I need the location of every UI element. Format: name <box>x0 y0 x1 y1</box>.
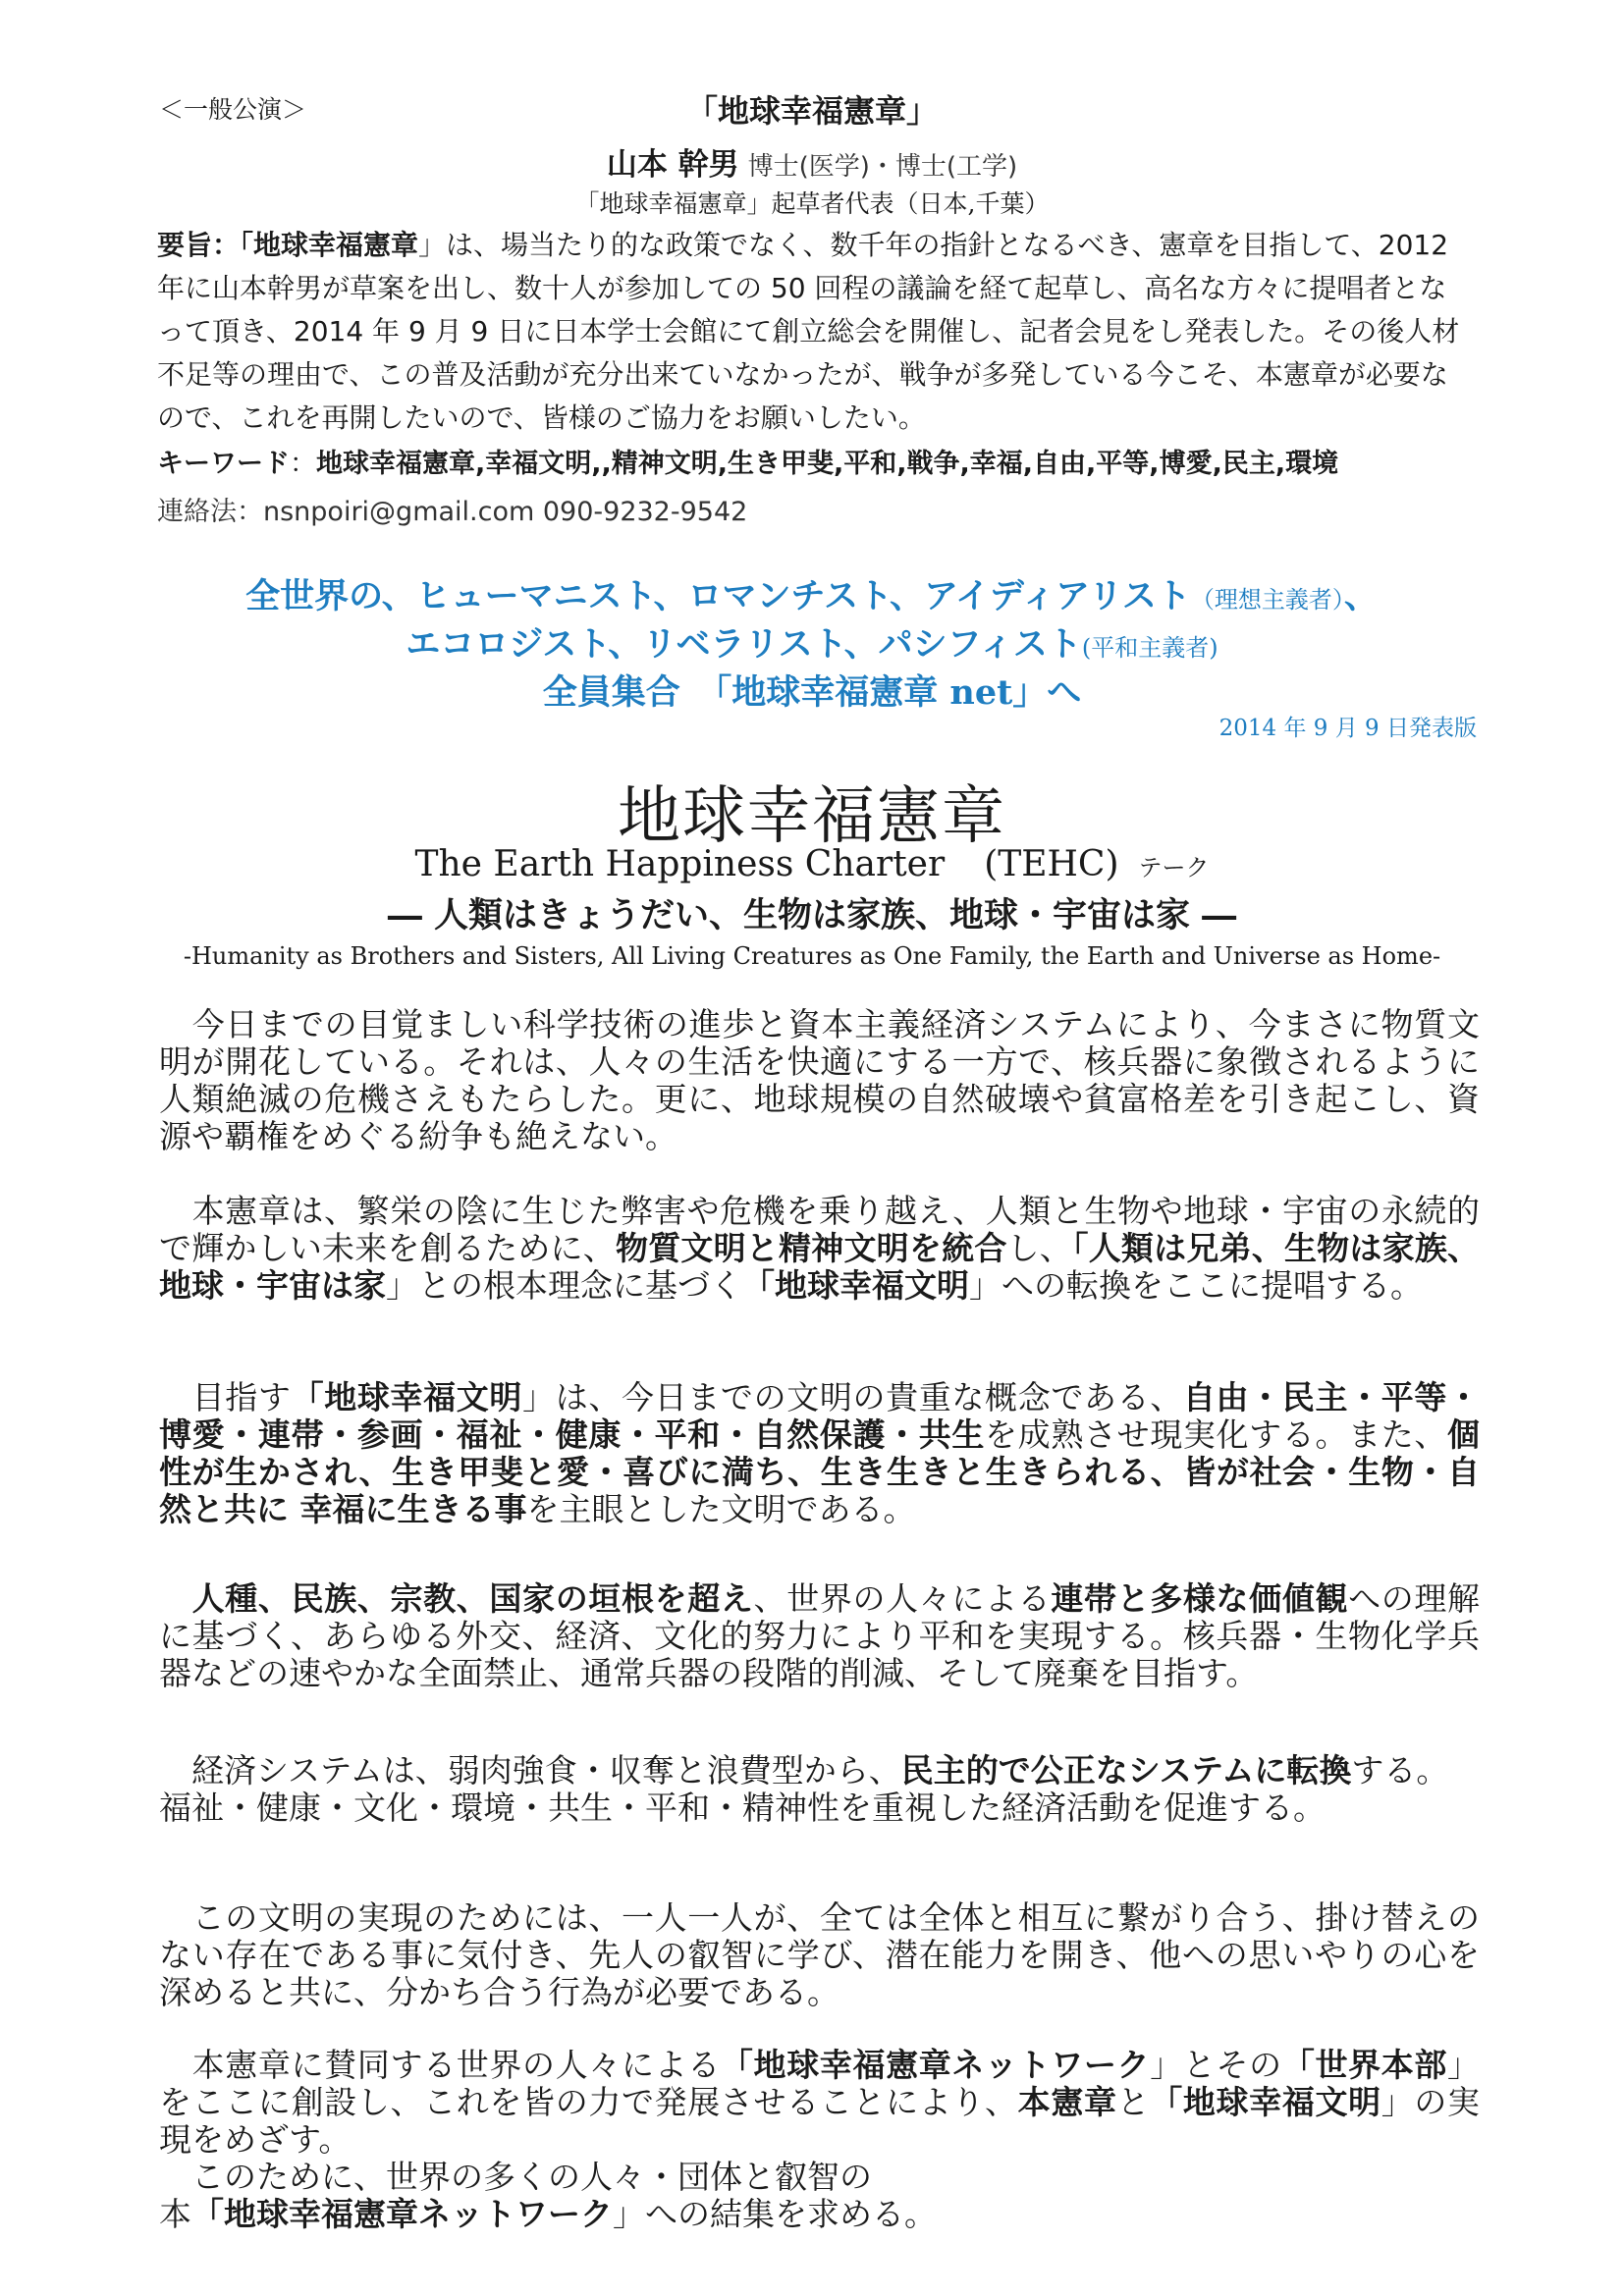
charter-motto-english: -Humanity as Brothers and Sisters, All Living Creatures as One Family, the Earth and Universe as Home- <box>183 942 1441 970</box>
charter-motto: ― 人類はきょうだい、生物は家族、地球・宇宙は家 ― <box>387 895 1237 935</box>
author-role: 「地球幸福憲章」起草者代表（日本,千葉） <box>574 189 1050 218</box>
charter-paragraph-7: 本憲章に賛同する世界の人々による「地球幸福憲章ネットワーク」とその「世界本部」をここに創設し、これを皆の力で発展させることにより、本憲章と「地球幸福文明」の実現をめざす。 このために、世界の多くの人々・団体と叡智の 本「地球幸福憲章ネットワーク」への結集を求める。 <box>159 2046 1481 2233</box>
author-name: 山本 幹男 <box>606 147 739 183</box>
charter-paragraph-5: 経済システムは、弱肉強食・収奪と浪費型から、民主的で公正なシステムに転換する。 福祉・健康・文化・環境・共生・平和・精神性を重視した経済活動を促進する。 <box>159 1751 1449 1827</box>
appeal-line-1: 全世界の、ヒューマニスト、ロマンチスト、アイディアリスト（理想主義者）、 <box>245 576 1379 616</box>
author-line <box>0 139 1624 184</box>
appeal-note-2: (平和主義者) <box>1081 634 1218 662</box>
charter-abbr: (TEHC) <box>984 844 1119 884</box>
charter-kana: テーク <box>1138 854 1210 881</box>
charter-paragraph-4: 人種、民族、宗教、国家の垣根を超え、世界の人々による連帯と多様な価値観への理解に基づく、あらゆる外交、経済、文化的努力により平和を実現する。核兵器・生物化学兵器などの速やかな全面禁止、通常兵器の段階的削減、そして廃棄を目指す。 <box>159 1579 1481 1692</box>
charter-paragraph-1: 今日までの目覚ましい科学技術の進歩と資本主義経済システムにより、今まさに物質文明が開花している。それは、人々の生活を快適にする一方で、核兵器に象徴されるように人類絶滅の危機さえもたらした。更に、地球規模の自然破壊や貧富格差を引き起こし、資源や覇権をめぐる紛争も絶えない。 <box>159 1005 1480 1155</box>
charter-paragraph-3: 目指す「地球幸福文明」は、今日までの文明の貴重な概念である、自由・民主・平等・博愛・連帯・参画・福祉・健康・平和・自然保護・共生を成熟させ現実化する。また、個性が生かされ、生き甲斐と愛・喜びに満ち、生き生きと生きられる、皆が社会・生物・自然と共に 幸福に生きる事を主眼とした文明である。 <box>159 1378 1481 1528</box>
edition-date: 2014 年 9 月 9 日発表版 <box>1218 716 1477 741</box>
keywords <box>157 445 1492 484</box>
charter-english-title <box>0 844 1624 884</box>
appeal-note-1: （理想主義者） <box>1190 586 1344 614</box>
keywords-label: キーワード <box>157 449 290 479</box>
appeal-block <box>0 574 1624 716</box>
charter-english-name: The Earth Happiness Charter <box>414 844 946 884</box>
keywords-value: 地球幸福憲章,幸福文明,,精神文明,生き甲斐,平和,戦争,幸福,自由,平等,博愛,民主,環境 <box>316 449 1339 479</box>
summary-text: 」は、場当たり的な政策でなく、数千年の指針となるべき、憲章を目指して、2012 年に山本幹男が草案を出し、数十人が参加しての 50 回程の議論を経て起草し、高名な方々に提唱者となって頂き、2014 年 9 月 9 日に日本学士会館にて創立総会を開催し、記者会見をし発表した。その後人材不足等の理由で、この普及活動が充分出来ていなかったが、戦争が多発している今こそ、本憲章が必要なので、これを再開したいので、皆様のご協力をお願いしたい。 <box>157 229 1460 434</box>
lecture-title: 「地球幸福憲章」 <box>685 92 938 130</box>
appeal-line-2: エコロジスト、リベラリスト、パシフィスト(平和主義者) <box>406 624 1218 665</box>
summary-label: 要旨： <box>157 229 241 261</box>
summary <box>157 224 1473 440</box>
appeal-line-3: 全員集合 「地球幸福憲章 net」へ <box>542 672 1082 713</box>
author-degrees: 博士(医学)・博士(工学) <box>747 152 1018 182</box>
charter-paragraph-2: 本憲章は、繁栄の陰に生じた弊害や危機を乗り越え、人類と生物や地球・宇宙の永続的で輝かしい未来を創るために、物質文明と精神文明を統合し、「人類は兄弟、生物は家族、地球・宇宙は家」との根本理念に基づく「地球幸福文明」への転換をここに提唱する。 <box>159 1192 1481 1305</box>
contact-info: 連絡法：nsnpoiri@gmail.com 090-9232-9542 <box>157 497 748 527</box>
charter-title: 地球幸福憲章 <box>618 780 1006 853</box>
keywords-colon: ： <box>290 449 316 479</box>
summary-emph: 「地球幸福憲章 <box>240 229 419 261</box>
charter-paragraph-6: この文明の実現のためには、一人一人が、全ては全体と相互に繋がり合う、掛け替えのない存在である事に気付き、先人の叡智に学び、潜在能力を開き、他への思いやりの心を深めると共に、分かち合う行為が必要である。 <box>159 1898 1480 2011</box>
event-tag: ＜一般公演＞ <box>159 95 307 124</box>
